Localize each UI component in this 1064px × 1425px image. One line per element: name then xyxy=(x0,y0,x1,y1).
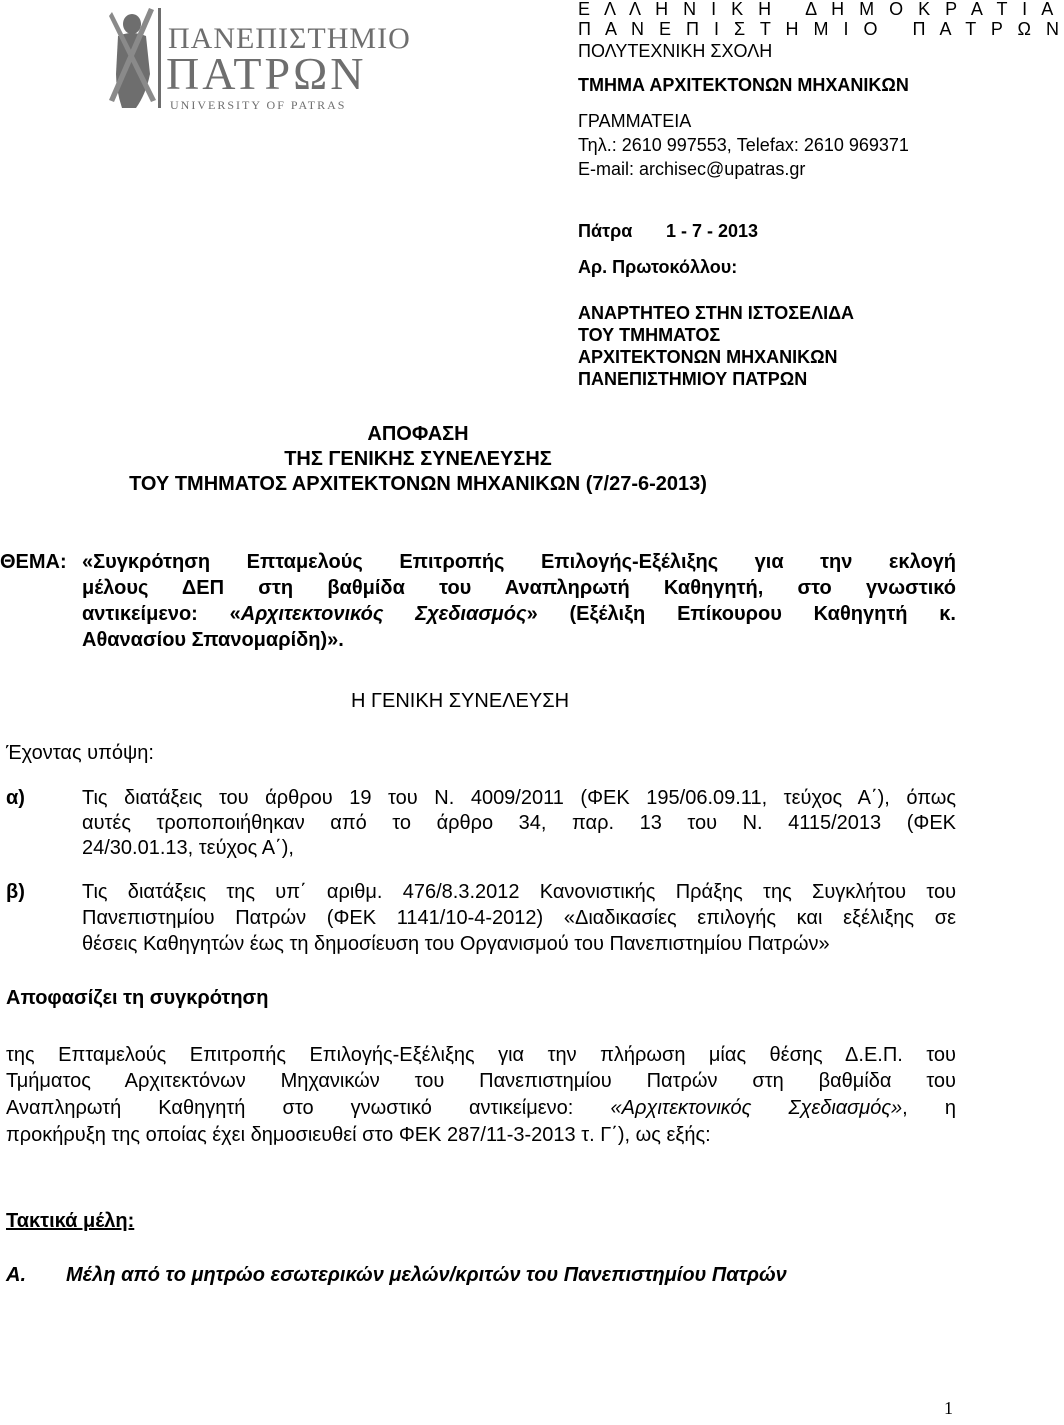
body-line: της Επταμελούς Επιτροπής Επιλογής-Εξέλιξης για την πλήρωση μίας θέσης Δ.Ε.Π. του xyxy=(6,1044,956,1066)
header-university: Π Α Ν Ε Π Ι Σ Τ Η Μ Ι Ο Π Α Τ Ρ Ω Ν xyxy=(578,19,1064,39)
item-line: Τις διατάξεις της υπ΄ αριθμ. 476/8.3.2012 Κανονιστικής Πράξης της Συγκλήτου του xyxy=(82,881,956,903)
university-logo xyxy=(110,4,411,114)
item-marker: β) xyxy=(6,881,25,903)
body-line: Τμήματος Αρχιτεκτόνων Μηχανικών του Πανεπιστημίου Πατρών στη βαθμίδα του xyxy=(6,1070,956,1092)
item-marker: α) xyxy=(6,787,25,809)
posting-notice-line: ΠΑΝΕΠΙΣΤΗΜΙΟΥ ΠΑΤΡΩΝ xyxy=(578,369,808,389)
assembly-heading: Η ΓΕΝΙΚΗ ΣΥΝΕΛΕΥΣΗ xyxy=(351,690,570,712)
posting-notice-line: ΤΟΥ ΤΜΗΜΑΤΟΣ xyxy=(578,325,721,345)
item-line: 24/30.01.13, τεύχος Α΄), xyxy=(82,837,294,859)
item-line: Πανεπιστημίου Πατρών (ΦΕΚ 1141/10-4-2012) «Διαδικασίες επιλογής και εξέλιξης σε xyxy=(82,907,956,929)
body-text: Αναπληρωτή Καθηγητή στο γνωστικό αντικείμενο: xyxy=(6,1097,611,1119)
considering-label: Έχοντας υπόψη: xyxy=(6,742,154,764)
subject-line: «Συγκρότηση Επταμελούς Επιτροπής Επιλογής-Εξέλιξης για την εκλογή xyxy=(82,551,956,573)
header-school: ΠΟΛΥΤΕΧΝΙΚΗ ΣΧΟΛΗ xyxy=(578,41,773,61)
item-line: Τις διατάξεις του άρθρου 19 του Ν. 4009/2011 (ΦΕΚ 195/06.09.11, τεύχος Α΄), όπως xyxy=(82,787,956,809)
date-city-label: Πάτρα xyxy=(578,221,633,241)
section-a-title: Μέλη από το μητρώο εσωτερικών μελών/κριτών του Πανεπιστημίου Πατρών xyxy=(66,1264,787,1286)
decision-title-line: ΤΟΥ ΤΜΗΜΑΤΟΣ ΑΡΧΙΤΕΚΤΟΝΩΝ ΜΗΧΑΝΙΚΩΝ (7/27-6-2013) xyxy=(129,473,707,495)
protocol-label: Αρ. Πρωτοκόλλου: xyxy=(578,257,738,277)
section-a-marker: Α. xyxy=(6,1264,26,1286)
logo-text-english: UNIVERSITY OF PATRAS xyxy=(170,98,347,112)
subject-line: μέλους ΔΕΠ στη βαθμίδα του Αναπληρωτή Καθηγητή, στο γνωστικό xyxy=(82,577,956,599)
subject-line-with-italic xyxy=(82,602,956,627)
logo-text-university: ΠΑΝΕΠΙΣΤΗΜΙΟ xyxy=(168,22,411,55)
logo-text-patras: ΠΑΤΡΩΝ xyxy=(166,48,367,99)
body-line: προκήρυξη της οποίας έχει δημοσιευθεί στο ΦΕΚ 287/11-3-2013 τ. Γ΄), ως εξής: xyxy=(6,1124,711,1146)
item-line: θέσεις Καθηγητών έως τη δημοσίευση του Οργανισμού του Πανεπιστημίου Πατρών» xyxy=(82,933,830,955)
date-value: 1 - 7 - 2013 xyxy=(666,221,759,241)
body-line-with-italic xyxy=(6,1096,956,1121)
subject-label: ΘΕΜΑ: xyxy=(0,551,67,573)
page-number: 1 xyxy=(944,1398,953,1418)
header-department: ΤΜΗΜΑ ΑΡΧΙΤΕΚΤΟΝΩΝ ΜΗΧΑΝΙΚΩΝ xyxy=(578,75,909,95)
header-secretariat: ΓΡΑΜΜΑΤΕΙΑ xyxy=(578,111,692,131)
decides-heading: Αποφασίζει τη συγκρότηση xyxy=(6,987,269,1009)
subject-course-title: Αρχιτεκτονικός Σχεδιασμός xyxy=(240,603,527,625)
subject-text: » (Εξέλιξη Επίκουρου Καθηγητή κ. xyxy=(526,603,956,625)
decision-title xyxy=(0,422,898,497)
subject-text: αντικείμενο: « xyxy=(82,603,241,625)
body-course-title: «Αρχιτεκτονικός Σχεδιασμός» xyxy=(610,1097,903,1119)
posting-notice-line: ΑΡΧΙΤΕΚΤΟΝΩΝ ΜΗΧΑΝΙΚΩΝ xyxy=(578,347,838,367)
decision-title-line: ΑΠΟΦΑΣΗ xyxy=(367,423,469,445)
header-republic: Ε Λ Λ Η Ν Ι Κ Η Δ Η Μ Ο Κ Ρ Α Τ Ι Α xyxy=(578,0,1059,19)
item-line: αυτές τροποποιήθηκαν από το άρθρο 34, παρ. 13 του Ν. 4115/2013 (ΦΕΚ xyxy=(82,812,956,834)
subject-line: Αθανασίου Σπανομαρίδη)». xyxy=(82,629,344,651)
posting-notice-line: ΑΝΑΡΤΗΤΕΟ ΣΤΗΝ ΙΣΤΟΣΕΛΙΔΑ xyxy=(578,303,855,323)
regular-members-heading: Τακτικά μέλη: xyxy=(6,1210,135,1232)
decision-title-line: ΤΗΣ ΓΕΝΙΚΗΣ ΣΥΝΕΛΕΥΣΗΣ xyxy=(284,448,552,470)
header-phone: Τηλ.: 2610 997553, Telefax: 2610 969371 xyxy=(578,135,909,155)
header-email: E-mail: archisec@upatras.gr xyxy=(578,159,806,179)
body-text: , η xyxy=(902,1097,956,1119)
